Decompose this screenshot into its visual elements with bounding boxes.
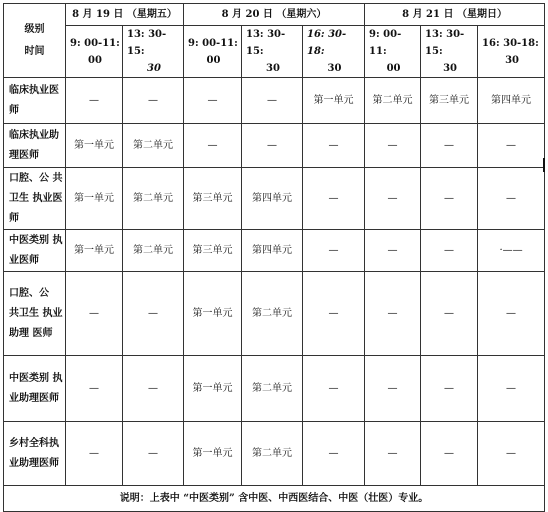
schedule-cell: —	[421, 422, 478, 486]
row-category: 口腔、公 共卫生 执业 助理 医师	[4, 272, 66, 356]
schedule-cell: —	[365, 422, 421, 486]
corner-time-label: 时间	[24, 45, 45, 57]
schedule-cell: —	[365, 272, 421, 356]
schedule-cell: 第一单元	[66, 168, 123, 230]
corner-level-label: 级别	[24, 23, 45, 35]
schedule-cell: —	[123, 356, 184, 422]
date-header-aug21: 8 月 21 日 （星期日）	[365, 4, 545, 26]
schedule-cell: —	[365, 230, 421, 272]
schedule-cell: —	[123, 78, 184, 124]
schedule-cell: —	[303, 422, 365, 486]
schedule-cell: —	[242, 78, 303, 124]
table-row	[4, 272, 545, 356]
schedule-cell: 第一单元	[66, 124, 123, 168]
schedule-cell: —	[478, 272, 545, 356]
schedule-cell: —	[242, 124, 303, 168]
schedule-cell: 第一单元	[303, 78, 365, 124]
time-slot: 9: 00-11: 00	[365, 26, 421, 78]
time-slot: 13: 30-15: 30	[421, 26, 478, 78]
schedule-cell: 第四单元	[478, 78, 545, 124]
schedule-cell: —	[478, 422, 545, 486]
schedule-cell: 第三单元	[184, 230, 242, 272]
row-category: 中医类别 执 业医师	[4, 230, 66, 272]
table-row	[4, 78, 545, 124]
schedule-cell: 第二单元	[123, 124, 184, 168]
time-slot: 9: 00-11: 00	[184, 26, 242, 78]
schedule-cell: —	[66, 422, 123, 486]
schedule-cell: 第二单元	[242, 356, 303, 422]
schedule-cell: —	[123, 272, 184, 356]
schedule-cell: 第四单元	[242, 168, 303, 230]
schedule-cell: —	[478, 168, 545, 230]
schedule-cell: 第二单元	[242, 272, 303, 356]
schedule-cell: —	[421, 168, 478, 230]
schedule-cell: —	[421, 124, 478, 168]
schedule-cell: —	[184, 124, 242, 168]
schedule-cell: 第二单元	[123, 230, 184, 272]
schedule-cell: —	[365, 124, 421, 168]
table-row	[4, 230, 545, 272]
schedule-cell: —	[66, 356, 123, 422]
schedule-cell: —	[421, 356, 478, 422]
table-row	[4, 422, 545, 486]
schedule-cell: 第一单元	[184, 422, 242, 486]
schedule-cell: —	[123, 422, 184, 486]
date-header-aug19: 8 月 19 日 （星期五）	[66, 4, 184, 26]
schedule-cell: —	[66, 272, 123, 356]
schedule-cell: —	[365, 356, 421, 422]
schedule-cell: 第一单元	[184, 272, 242, 356]
row-category: 中医类别 执 业助理医师	[4, 356, 66, 422]
schedule-cell: 第三单元	[421, 78, 478, 124]
edge-mark	[543, 158, 545, 172]
schedule-cell: —	[303, 124, 365, 168]
schedule-cell: 第一单元	[184, 356, 242, 422]
schedule-cell: 第二单元	[123, 168, 184, 230]
schedule-cell: —	[303, 168, 365, 230]
schedule-cell: 第三单元	[184, 168, 242, 230]
time-slot: 13: 30-15: 30	[242, 26, 303, 78]
schedule-cell: —	[421, 230, 478, 272]
schedule-cell: —	[303, 272, 365, 356]
time-slot: 9: 00-11: 00	[66, 26, 123, 78]
schedule-cell: 第二单元	[365, 78, 421, 124]
schedule-cell: —	[184, 78, 242, 124]
schedule-cell: —	[66, 78, 123, 124]
row-category: 乡村全科执 业助理医师	[4, 422, 66, 486]
table-note: 说明：上表中 “中医类别” 含中医、中西医结合、中医（壮医）专业。	[4, 486, 545, 512]
row-category: 口腔、公 共 卫生 执业医 师	[4, 168, 66, 230]
time-slot: 16: 30-18: 30	[478, 26, 545, 78]
schedule-cell: 第二单元	[242, 422, 303, 486]
schedule-cell: —	[365, 168, 421, 230]
table-row	[4, 356, 545, 422]
schedule-cell: 第四单元	[242, 230, 303, 272]
schedule-cell: —	[303, 230, 365, 272]
table-row	[4, 168, 545, 230]
schedule-cell: —	[478, 356, 545, 422]
schedule-cell: —	[303, 356, 365, 422]
table-row	[4, 124, 545, 168]
header-corner	[4, 4, 66, 78]
schedule-cell: ·——	[478, 230, 545, 272]
schedule-cell: —	[421, 272, 478, 356]
schedule-cell: 第一单元	[66, 230, 123, 272]
schedule-cell: —	[478, 124, 545, 168]
row-category: 临床执业医 师	[4, 78, 66, 124]
row-category: 临床执业助 理医师	[4, 124, 66, 168]
exam-schedule-table	[3, 3, 545, 512]
time-slot: 16: 30-18: 30	[303, 26, 365, 78]
time-slot: 13: 30-15: 30	[123, 26, 184, 78]
date-header-aug20: 8 月 20 日 （星期六）	[184, 4, 365, 26]
